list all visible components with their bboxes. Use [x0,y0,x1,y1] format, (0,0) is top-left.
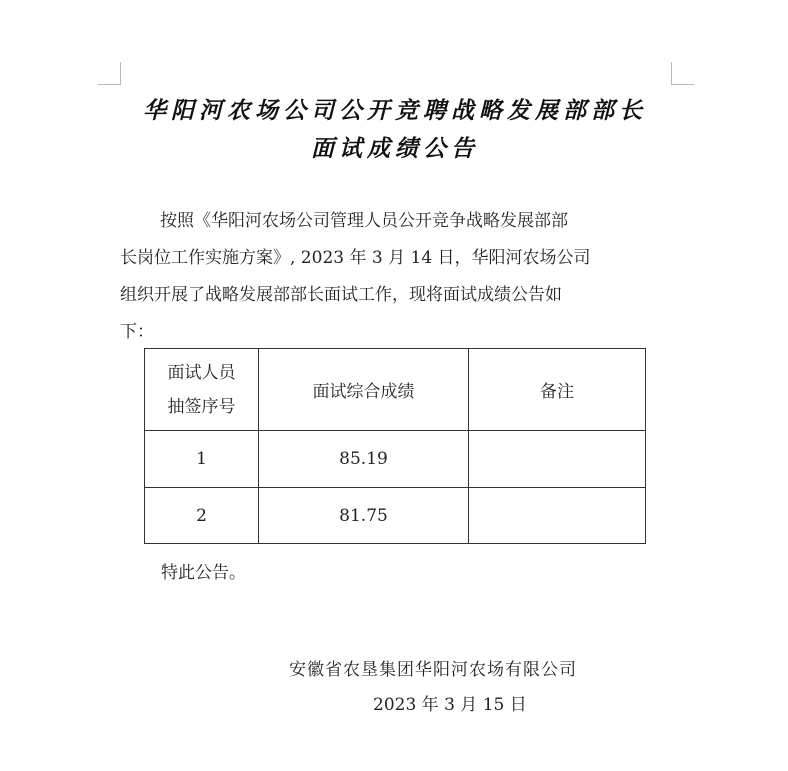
cell-note [469,431,646,488]
body-line: 下： [120,322,154,342]
table-header-row [145,349,646,431]
body-line: 长岗位工作实施方案》, 2023 年 3 月 14 日，华阳河农场公司 [120,248,591,268]
signature-organization: 安徽省农垦集团华阳河农场有限公司 [289,660,577,680]
header-draw-number [145,349,259,431]
document-title-line-1: 华阳河农场公司公开竞聘战略发展部部长 [143,98,647,124]
cell-draw-number: 1 [145,431,259,488]
header-draw-number-line-1: 面试人员 [167,362,236,383]
table-row [145,431,646,488]
header-draw-number-line-2: 抽签序号 [167,396,236,417]
document-title-line-2: 面试成绩公告 [311,136,479,162]
header-note: 备注 [469,349,646,431]
body-line: 按照《华阳河农场公司管理人员公开竞争战略发展部部 [160,211,568,231]
cell-draw-number: 2 [145,488,259,544]
cell-note [469,488,646,544]
body-paragraph [120,203,672,351]
header-score: 面试综合成绩 [259,349,469,431]
signature-date: 2023 年 3 月 15 日 [373,695,527,715]
body-line: 组织开展了战略发展部部长面试工作，现将面试成绩公告如 [120,285,562,305]
table-row [145,488,646,544]
score-table [144,348,646,544]
cell-score: 85.19 [259,431,469,488]
margin-corner-top-left [98,62,121,85]
cell-score: 81.75 [259,488,469,544]
closing-text: 特此公告。 [161,563,246,583]
margin-corner-top-right [671,62,694,85]
